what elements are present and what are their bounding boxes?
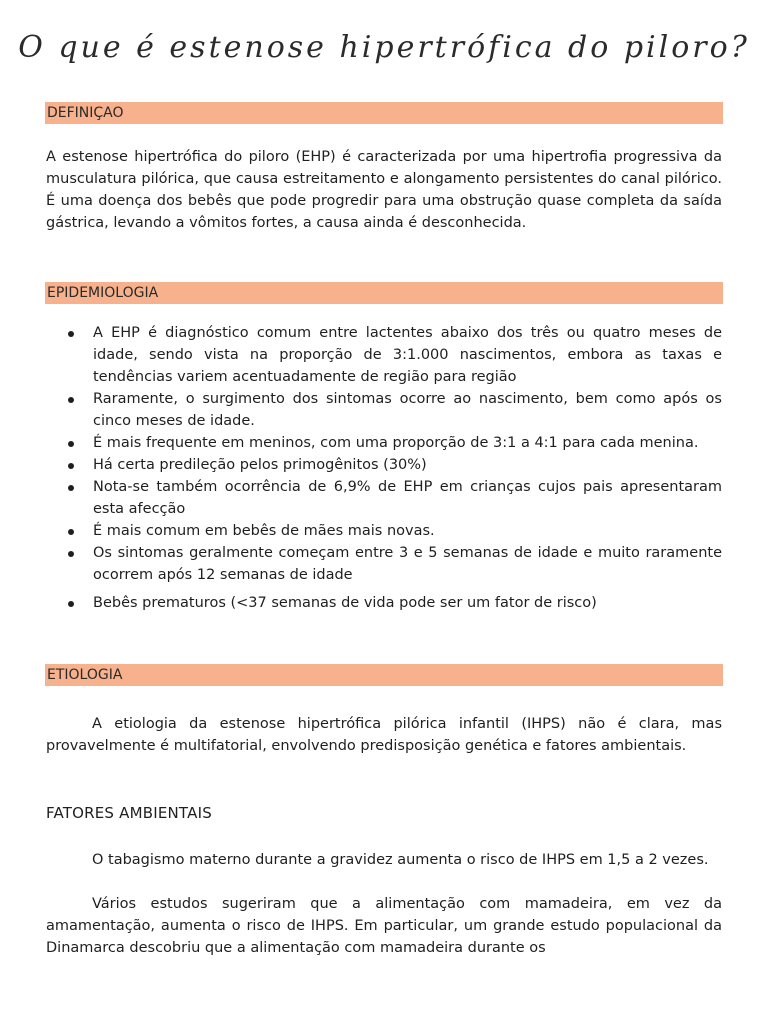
fatores-paragraph-1: O tabagismo materno durante a gravidez aumenta o risco de IHPS em 1,5 a 2 vezes. (92, 852, 709, 868)
list-item-text: Há certa predileção pelos primogênitos (30%) (93, 457, 427, 473)
list-item (46, 592, 722, 614)
section-header-epidemiologia: EPIDEMIOLOGIA (45, 282, 723, 304)
list-item (46, 520, 722, 542)
definicao-paragraph: A estenose hipertrófica do piloro (EHP) é caracterizada por uma hipertrofia progressiva da musculatura pilórica, que causa estreitamento e alongamento persistentes do canal pilórico. É uma doença dos bebês que pode progredir para uma obstrução quase completa da saída gástrica, levando a vômitos fortes, a causa ainda é desconhecida. (46, 149, 722, 231)
list-item-text: Nota-se também ocorrência de 6,9% de EHP em crianças cujos pais apresentaram esta afecção (93, 479, 722, 517)
section-header-definicao: DEFINIÇAO (45, 102, 723, 124)
list-item-text: Bebês prematuros (<37 semanas de vida pode ser um fator de risco) (93, 595, 597, 611)
list-item-text: Os sintomas geralmente começam entre 3 e 5 semanas de idade e muito raramente ocorrem após 12 semanas de idade (93, 545, 722, 583)
bullet-icon (68, 529, 74, 535)
section-header-etiologia: ETIOLOGIA (45, 664, 723, 686)
list-item (46, 542, 722, 586)
bullet-icon (68, 601, 74, 607)
bullet-icon (68, 551, 74, 557)
list-item (46, 432, 722, 454)
bullet-icon (68, 441, 74, 447)
etiologia-paragraph: A etiologia da estenose hipertrófica pilórica infantil (IHPS) não é clara, mas provavelmente é multifatorial, envolvendo predisposição genética e fatores ambientais. (46, 716, 722, 754)
subheading-fatores-ambientais: FATORES AMBIENTAIS (46, 804, 212, 822)
list-item (46, 454, 722, 476)
list-item (46, 388, 722, 432)
list-item (46, 476, 722, 520)
epidemiologia-list (46, 322, 722, 614)
list-item-text: Raramente, o surgimento dos sintomas ocorre ao nascimento, bem como após os cinco meses de idade. (93, 391, 722, 429)
page-title: O que é estenose hipertrófica do piloro? (18, 30, 750, 65)
bullet-icon (68, 397, 74, 403)
bullet-icon (68, 331, 74, 337)
list-item-text: A EHP é diagnóstico comum entre lactentes abaixo dos três ou quatro meses de idade, sendo vista na proporção de 3:1.000 nascimentos, embora as taxas e tendências variem acentuadamente de região para região (93, 325, 722, 385)
list-item-text: É mais comum em bebês de mães mais novas. (93, 523, 435, 539)
bullet-icon (68, 463, 74, 469)
fatores-paragraph-2: Vários estudos sugeriram que a alimentação com mamadeira, em vez da amamentação, aumenta o risco de IHPS. Em particular, um grande estudo populacional da Dinamarca descobriu que a alimentação com mamadeira durante os (46, 896, 722, 956)
list-item-text: É mais frequente em meninos, com uma proporção de 3:1 a 4:1 para cada menina. (93, 435, 699, 451)
bullet-icon (68, 485, 74, 491)
list-item (46, 322, 722, 388)
